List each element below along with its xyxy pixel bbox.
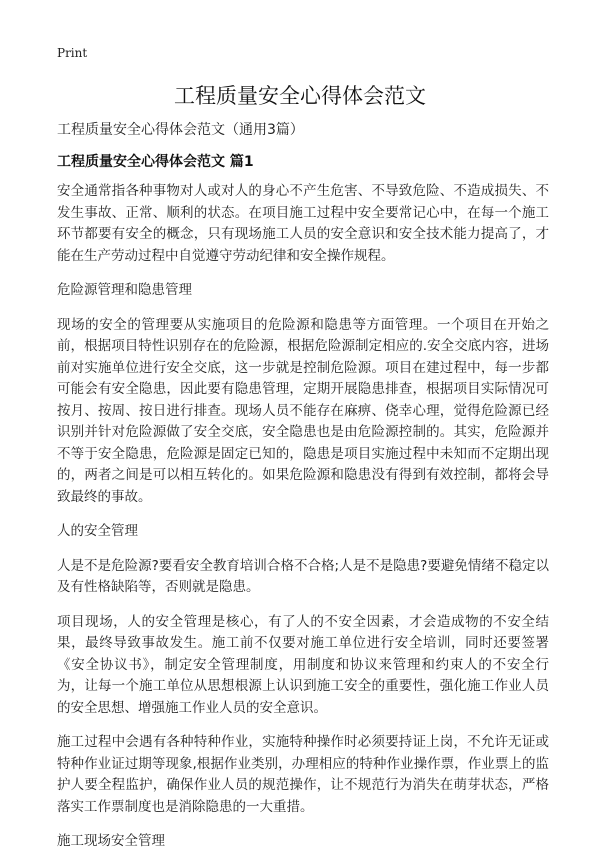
paragraph: 现场的安全的管理要从实施项目的危险源和隐患等方面管理。一个项目在开始之前，根据项目特性识别存在的危险源，根据危险源制定相应的.安全交底内容，进场前对实施单位进行安全交底，这一步就是控制危险源。项目在建过程中，每一步都可能会有安全隐患，因此要有隐患管理，定期开展隐患排查，根据项目实际情况可按月、按周、按日进行排查。现场人员不能存在麻痹、侥幸心理，觉得危险源已经识别并针对危险源做了安全交底，安全隐患也是由危险源控制的。其实，危险源并不等于安全隐患，危险源是固定已知的，隐患是项目实施过程中未知而不定期出现的，两者之间是可以相互转化的。如果危险源和隐患没有得到有效控制，都将会导致最终的事故。 [57, 316, 549, 505]
document-subtitle: 工程质量安全心得体会范文（通用3篇） [57, 122, 304, 138]
print-label: Print [57, 46, 88, 60]
subheading: 施工现场安全管理 [57, 833, 165, 849]
section-heading: 工程质量安全心得体会范文 篇1 [57, 154, 254, 170]
page-title: 工程质量安全心得体会范文 [174, 84, 426, 108]
paragraph: 项目现场，人的安全管理是核心，有了人的不安全因素，才会造成物的不安全结果，最终导致事故发生。施工前不仅要对施工单位进行安全培训，同时还要签署《安全协议书》，制定安全管理制度，用制度和协议来管理和约束人的不安全行为，让每一个施工单位从思想根源上认识到施工安全的重要性，强化施工作业人员的安全思想、增强施工作业人员的安全意识。 [57, 613, 549, 716]
subheading: 人的安全管理 [57, 523, 138, 539]
paragraph: 人是不是危险源?要看安全教育培训合格不合格;人是不是隐患?要避免情绪不稳定以及有性格缺陷等，否则就是隐患。 [57, 557, 549, 595]
subheading: 危险源管理和隐患管理 [57, 282, 192, 298]
document-body [57, 181, 549, 866]
paragraph: 施工过程中会遇有各种特种作业，实施特种操作时必须要持证上岗，不允许无证或特种作业证过期等现象,根据作业类别，办理相应的特种作业操作票，作业票上的监护人要全程监护，确保作业人员的规范操作，让不规范行为消失在萌芽状态，严格落实工作票制度也是消除隐患的一大重措。 [57, 734, 549, 815]
paragraph: 安全通常指各种事物对人或对人的身心不产生危害、不导致危险、不造成损失、不发生事故、正常、顺利的状态。在项目施工过程中安全要常记心中，在每一个施工环节都要有安全的概念，只有现场施工人员的安全意识和安全技术能力提高了，才能在生产劳动过程中自觉遵守劳动纪律和安全操作规程。 [57, 183, 549, 264]
